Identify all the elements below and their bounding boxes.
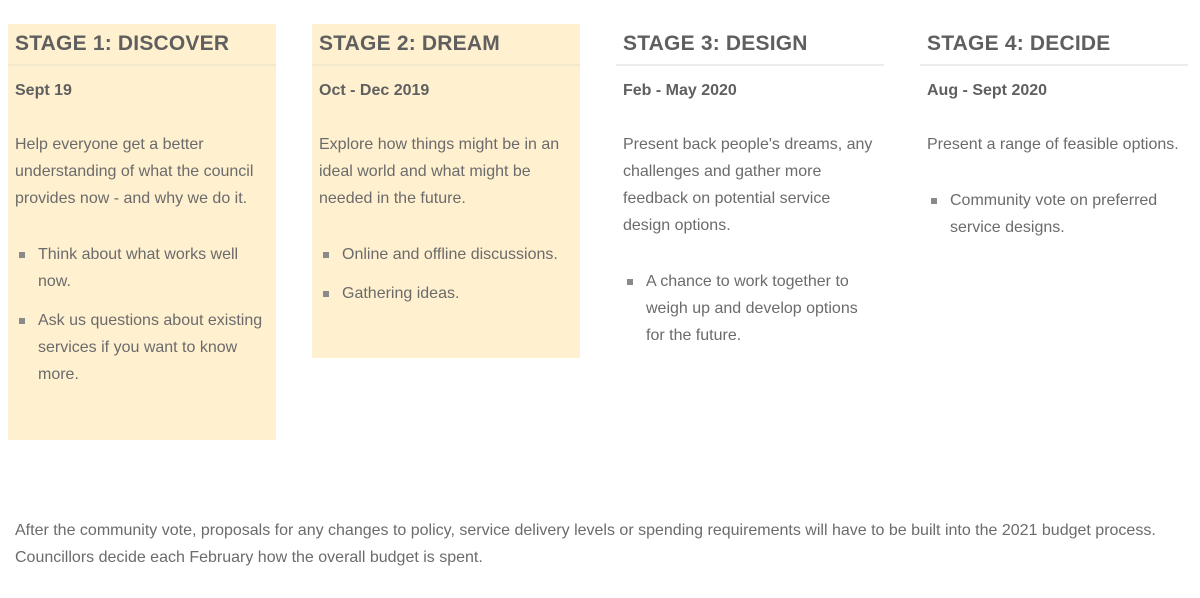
stage-description: Explore how things might be in an ideal world and what might be needed in the future.	[319, 136, 560, 207]
stage-list	[623, 268, 877, 349]
stage-description: Help everyone get a better understanding of what the council provides now - and why we do it.	[15, 136, 254, 207]
stage-date: Sept 19	[15, 82, 72, 99]
list-item-text: Ask us questions about existing services if you want to know more.	[38, 312, 263, 383]
stage-description: Present a range of feasible options.	[927, 136, 1179, 153]
stage-title: STAGE 2: DREAM	[312, 24, 580, 66]
list-item	[623, 268, 877, 349]
stage-date: Feb - May 2020	[623, 82, 737, 99]
stage-title: STAGE 3: DESIGN	[616, 24, 884, 66]
stage-title: STAGE 4: DECIDE	[920, 24, 1188, 66]
square-bullet-icon	[627, 279, 633, 285]
list-item-text: Think about what works well now.	[38, 246, 239, 290]
square-bullet-icon	[931, 198, 937, 204]
list-item	[927, 187, 1181, 241]
stage-date: Aug - Sept 2020	[927, 82, 1048, 99]
stages-row	[8, 24, 1198, 440]
stage-design	[616, 24, 884, 361]
list-item-text: Community vote on preferred service designs.	[950, 192, 1158, 236]
square-bullet-icon	[19, 318, 25, 324]
list-item	[15, 241, 269, 295]
list-item	[319, 280, 573, 307]
square-bullet-icon	[323, 291, 329, 297]
stage-discover	[8, 24, 276, 440]
list-item-text: A chance to work together to weigh up and develop options for the future.	[646, 273, 858, 344]
square-bullet-icon	[323, 252, 329, 258]
list-item-text: Online and offline discussions.	[342, 246, 558, 263]
stage-list	[319, 241, 573, 307]
footer-paragraph: After the community vote, proposals for any changes to policy, service delivery levels or spending requirements will have to be built into the 2021 budget process. Councillors decide each February how the overall budget is spent.	[15, 522, 1156, 566]
list-item-text: Gathering ideas.	[342, 285, 460, 302]
stage-date: Oct - Dec 2019	[319, 82, 430, 99]
stage-dream	[312, 24, 580, 358]
stage-description: Present back people's dreams, any challenges and gather more feedback on potential service design options.	[623, 136, 873, 234]
stage-list	[15, 241, 269, 388]
stage-decide	[920, 24, 1188, 253]
stage-list	[927, 187, 1181, 241]
stage-title: STAGE 1: DISCOVER	[8, 24, 276, 66]
list-item	[15, 307, 269, 388]
square-bullet-icon	[19, 252, 25, 258]
list-item	[319, 241, 573, 268]
